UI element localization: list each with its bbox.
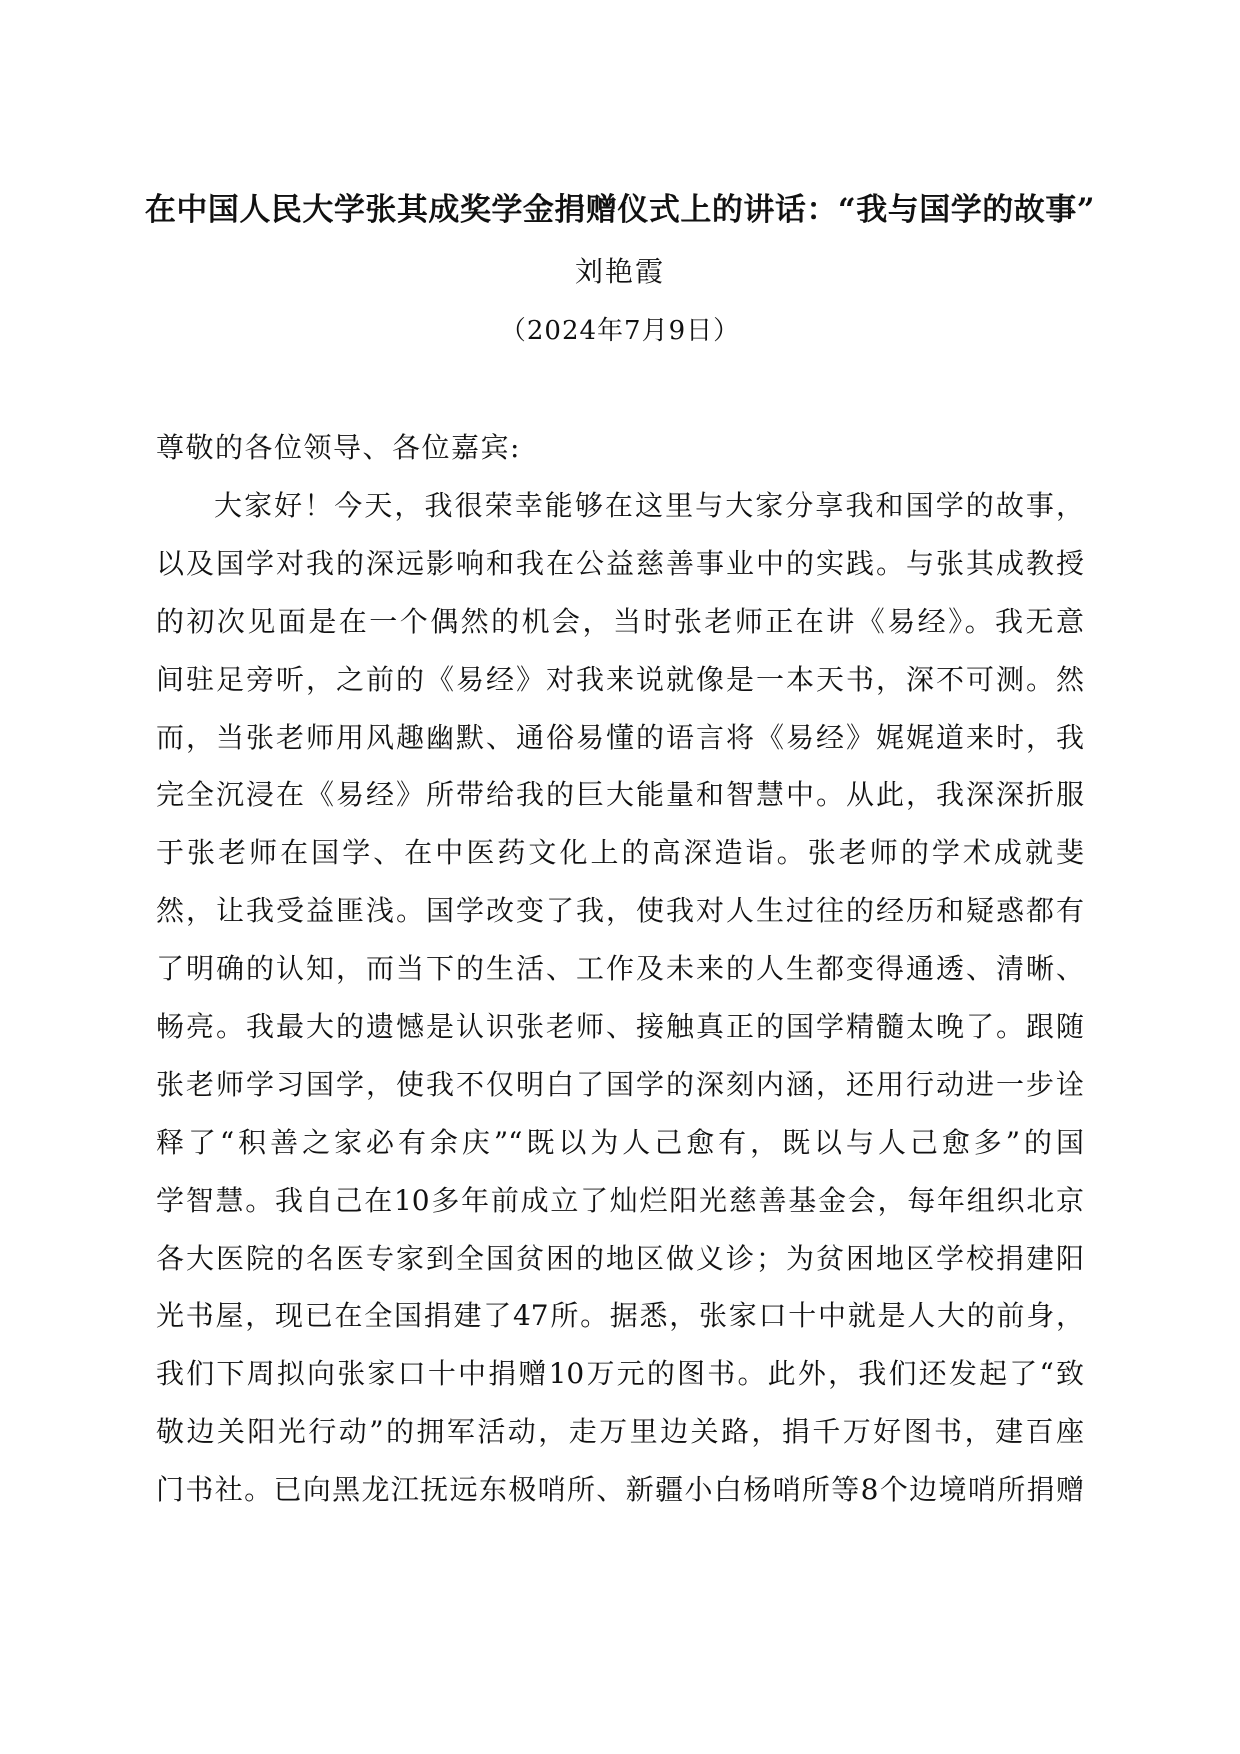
body-line: 于张老师在国学、在中医药文化上的高深造诣。张老师的学术成就斐 <box>156 836 1084 870</box>
body-line: 了明确的认知，而当下的生活、工作及未来的人生都变得通透、清晰、 <box>156 952 1084 986</box>
body-line: 我们下周拟向张家口十中捐赠10万元的图书。此外，我们还发起了“致 <box>156 1357 1084 1391</box>
body-line: 学智慧。我自己在10多年前成立了灿烂阳光慈善基金会，每年组织北京 <box>156 1183 1084 1217</box>
body-line: 释了“积善之家必有余庆”“既以为人己愈有，既以与人己愈多”的国 <box>156 1125 1084 1159</box>
salutation: 尊敬的各位领导、各位嘉宾: <box>156 431 521 464</box>
speech-date: （2024年7月9日） <box>499 316 741 346</box>
body-line: 敬边关阳光行动”的拥军活动，走万里边关路，捐千万好图书，建百座 <box>156 1415 1084 1449</box>
document-title: 在中国人民大学张其成奖学金捐赠仪式上的讲话：“我与国学的故事” <box>144 192 1096 228</box>
body-line: 各大医院的名医专家到全国贫困的地区做义诊；为贫困地区学校捐建阳 <box>156 1241 1084 1275</box>
body-line: 间驻足旁听，之前的《易经》对我来说就像是一本天书，深不可测。然 <box>156 662 1084 696</box>
body-line: 的初次见面是在一个偶然的机会，当时张老师正在讲《易经》。我无意 <box>156 604 1084 638</box>
author-name: 刘艳霞 <box>574 255 665 288</box>
body-line: 光书屋，现已在全国捐建了47所。据悉，张家口十中就是人大的前身， <box>156 1299 1084 1333</box>
body-line: 门书社。已向黑龙江抚远东极哨所、新疆小白杨哨所等8个边境哨所捐赠 <box>156 1473 1084 1507</box>
body-line: 完全沉浸在《易经》所带给我的巨大能量和智慧中。从此，我深深折服 <box>156 778 1084 812</box>
body-line: 以及国学对我的深远影响和我在公益慈善事业中的实践。与张其成教授 <box>156 546 1084 580</box>
body-line: 畅亮。我最大的遗憾是认识张老师、接触真正的国学精髓太晚了。跟随 <box>156 1010 1084 1044</box>
body-line: 然，让我受益匪浅。国学改变了我，使我对人生过往的经历和疑惑都有 <box>156 894 1084 928</box>
body-line: 大家好！今天，我很荣幸能够在这里与大家分享我和国学的故事， <box>214 489 1084 522</box>
body-line: 而，当张老师用风趣幽默、通俗易懂的语言将《易经》娓娓道来时，我 <box>156 720 1084 754</box>
body-paragraph <box>156 486 1084 1528</box>
body-line: 张老师学习国学，使我不仅明白了国学的深刻内涵，还用行动进一步诠 <box>156 1067 1084 1101</box>
